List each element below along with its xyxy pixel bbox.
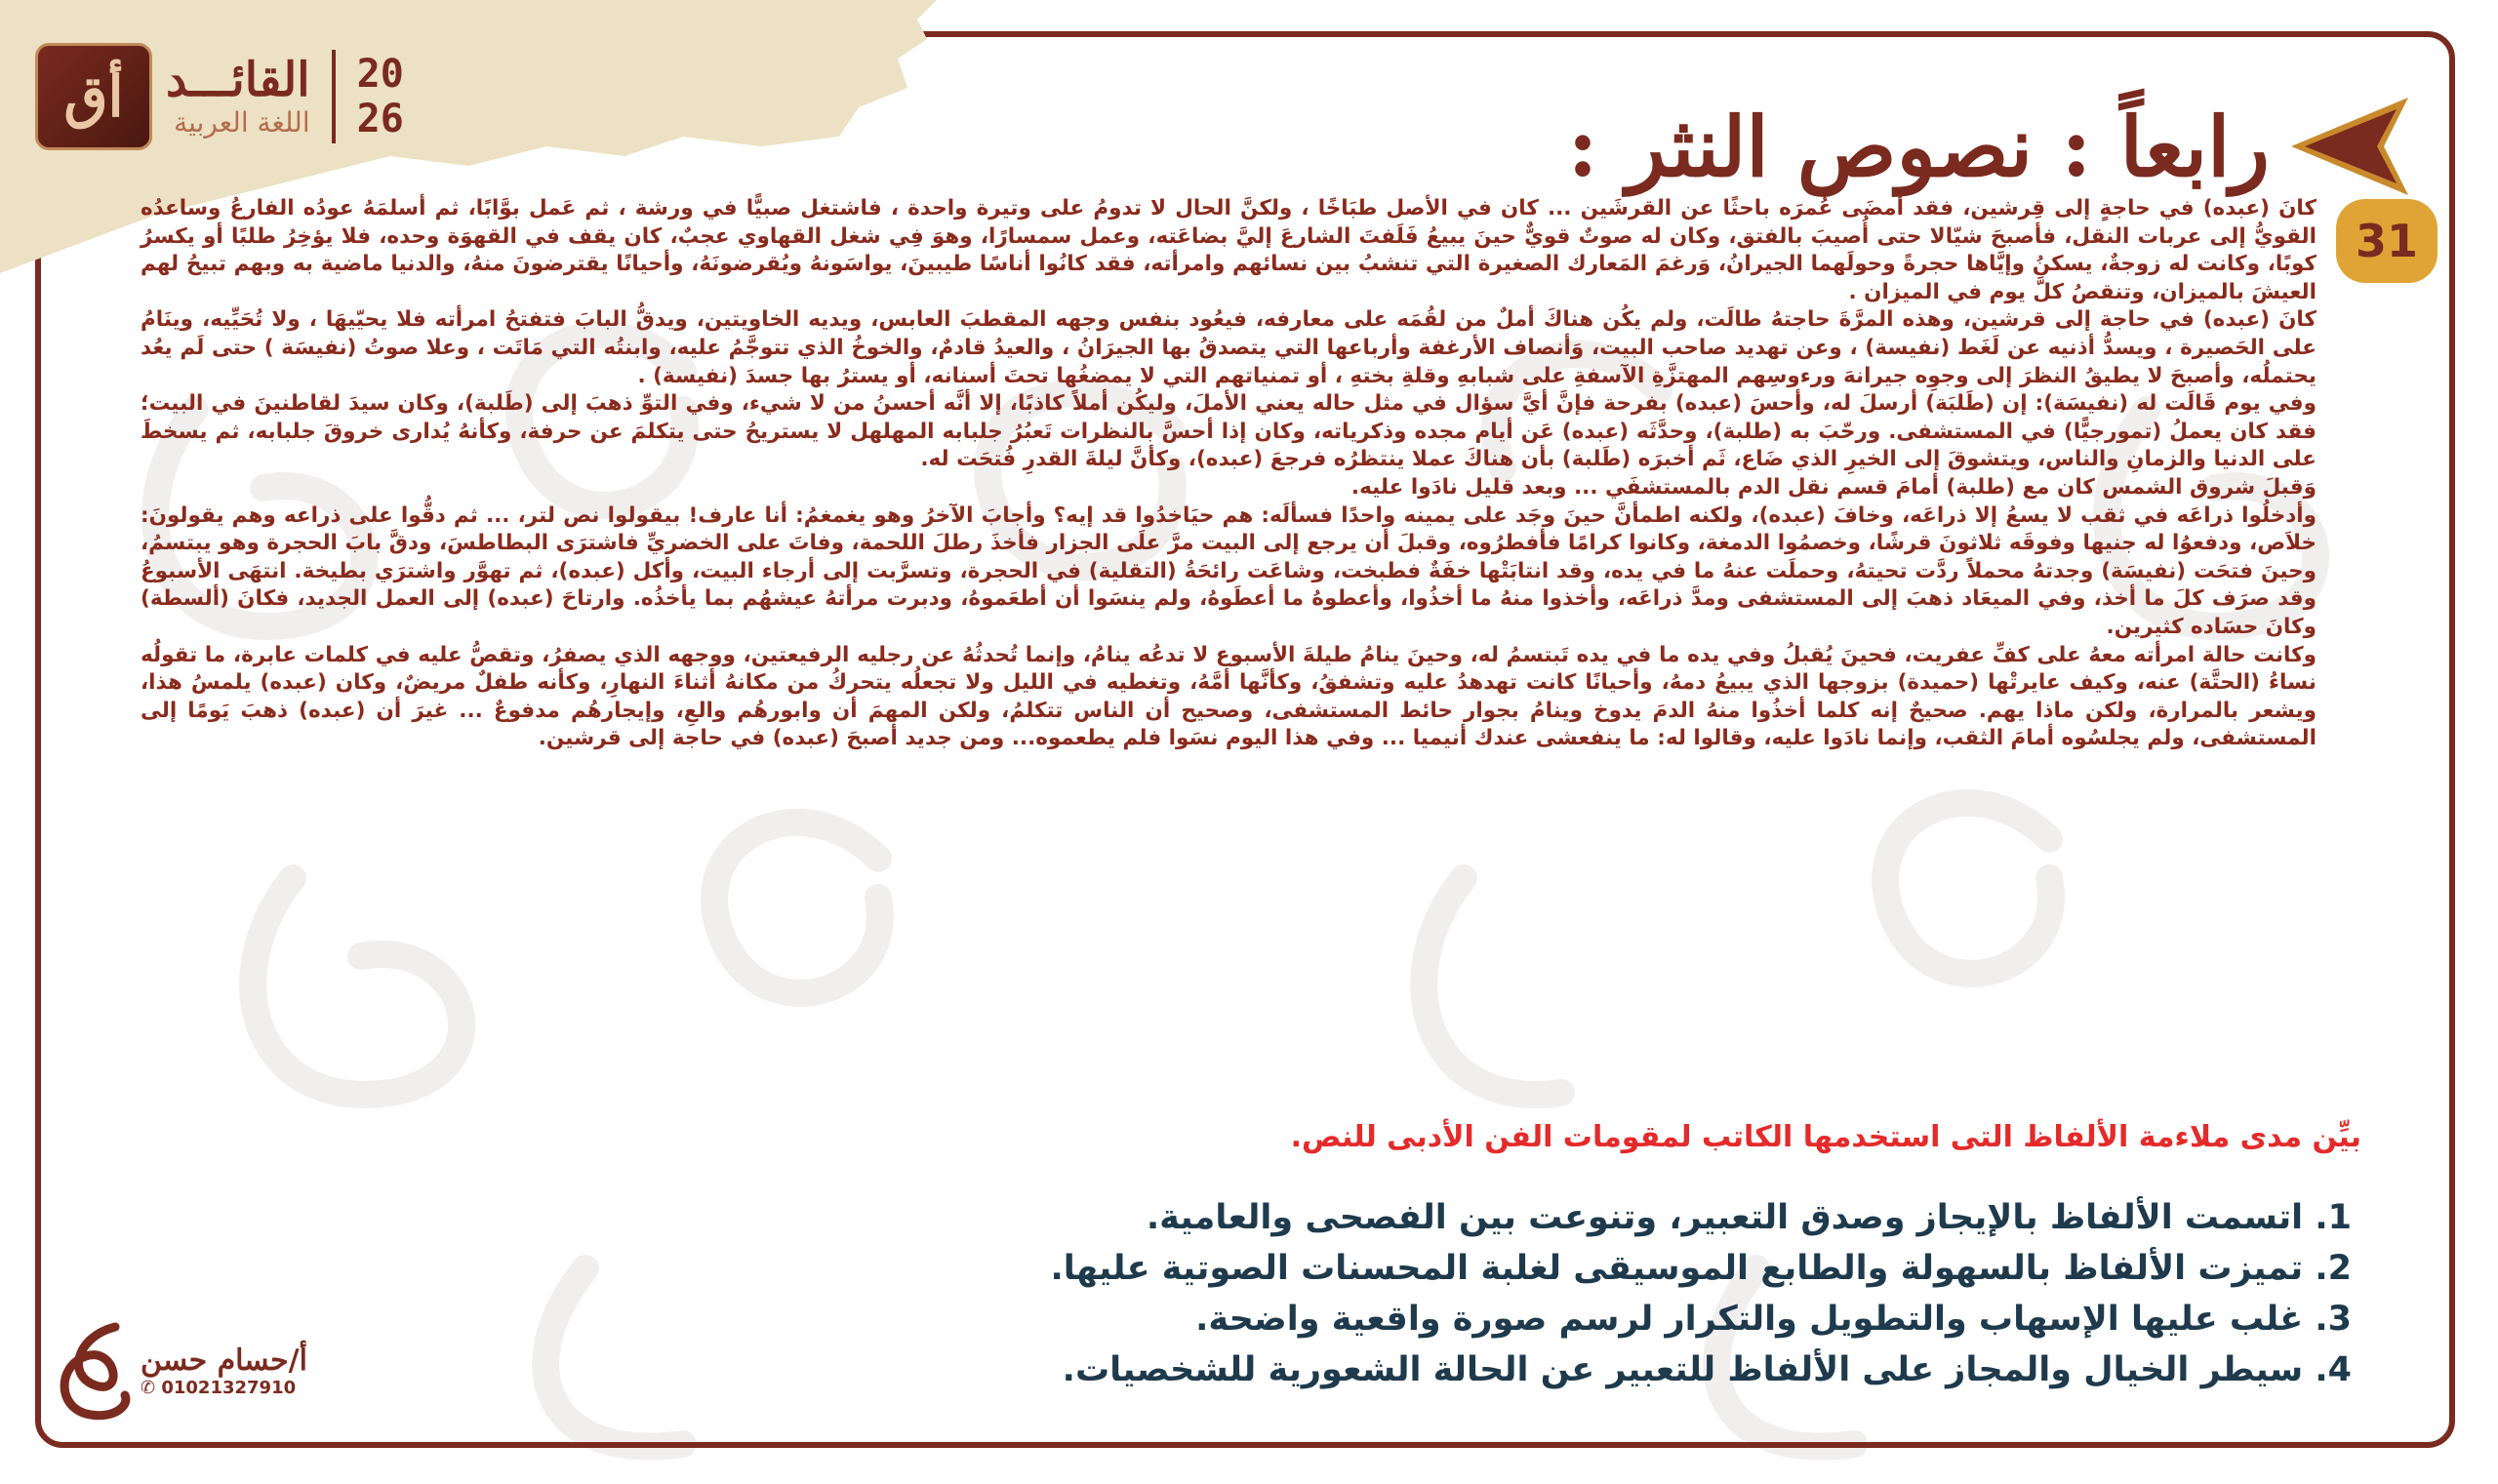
author-signature (47, 1317, 307, 1424)
passage-text (141, 195, 2317, 753)
arrow-left-icon (2291, 98, 2408, 195)
passage-paragraph: كانَ (عبده) في حاجةٍ إلى قِرشين، فقد أمضَى عُمرَه باحثًا عن القرشَين ... كان في الأصل طبَاخًا ، ولكنَّ الحال لا تدومُ على وتيرة واحدة ، فاشتغل صبيًّا في ورشة ، ثم عَمل بوَّابًا، ثم أسلمَهُ عودُه الفارعُ وساعدُه القويُّ إلى عربات النقل، فأصبحَ شيّالا حتى أُصيبَ بالفتق، وكان له صوتٌ قويٌّ حينَ يبيعُ فَلَفتَ الشارعَ إليَّ بضاعَته، وعمل سمسارًا، وهوَ فِي شغل القهاوي عجبٌ، كان يقف في القهوَة وحده، فلا يؤخِرُ طلبًا أو يكسرُ كوبًا، وكانت له زوجةٌ، يسكنُ وإيَّاها حجرةً وحولَهما الجيرانُ، وَرغمَ المَعارك الصغيرة التي تنشبُ بين نسائهم وامرأته، فقد كانُوا أناسًا طيبينَ، يواسَونهُ ويُقرضونَهُ، وأحيانًا يقترضونَ منهُ، والدنيا ماضية به وبهم تبيحُ لهم العيشَ بالميزان، وتنقصُ كلَّ يوم في الميزان . (141, 196, 2317, 304)
brand-name (166, 52, 310, 139)
section-title: رابعاً : نصوص النثر : (1567, 98, 2270, 195)
brand-year-bottom: 26 (356, 97, 404, 141)
brand-divider (332, 50, 336, 143)
brand-logo-mark: أق (35, 43, 152, 150)
brand-subtitle: اللغة العربية (174, 105, 310, 139)
passage-paragraph: وأدخلُوا ذراعَه في ثقب لا يسعُ إلا ذراعَه، وخافَ (عبده)، ولكنه اطمأنَّ حينَ وجَد على يمينه واحدًا فسألَه: هم حيَاخدُوا قد إيه؟ وأجابَ الآخرُ وهو يغمغمُ: أنا عارف! بيقولوا نص لتر، ... ثم دقُّوا على ذراعه وهم يقولونَ: خلاَص، ودفعوُا له جنيها وفوقَه ثلاثونَ قرشًا، وخصمُوا الدمغة، وكانوا كرامًا فأفطرُوه، وقبلَ أن يرجع إلى البيت مرَّ علَى الجزار فأخذَ رطلَ اللحمة، وفاتَ على الخضريِّ فاشترَى البطاطسَ، ودقَّ بابَ الحجرة وهو يبتسمُ، وحينَ فتحَت (نفيسَة) وجدتهُ محملاً ردَّت تحيتهُ، وحملَت عنهُ ما في يده، وقد انتابَتْها خفَةٌ فطبخت، وشاعَت رائحَةُ (التقلية) في الحجرة، وتسرَّبت إلى أرجاء البيت، وأكل (عبده)، ثم تهوَّر واشترَي بطيخة. انتهَى الأسبوعُ وقد صرَف كلَ ما أخذ، وفي الميعَاد ذهبَ إلى المستشفى ومدَّ ذراعَه، وأخذوا منهُ ما أخذُوا، وأعطوهُ ما أعطَوهُ، ولم ينسَوا أن أطعَموهُ، ودبرت مرأتهُ عيشهُم بما يأخذُه. وارتاحَ (عبده) إلى العمل الجديد، فكانَ (ألسطة) وكانَ حسَاده كثيرين. (141, 502, 2317, 639)
passage-paragraph: وَقبلَ شروق الشمس كان مع (طلبة) أمامَ قسم نقل الدم بالمستشفَي ... وبعد قليل نادَوا عليه. (1350, 474, 2317, 500)
brand-title: القائـــد (166, 52, 310, 107)
answer-options (400, 1192, 2352, 1395)
passage-paragraph: كانَ (عبده) في حاجة إلى قرشين، وهذه المرَّةَ حاجتهُ طالَت، ولم يكُن هناكَ أملٌ من لقُمَه على معارفه، فيعُود بنفس وجهه المقطبَ العابس، ويديه الخاويتين، ويدقُّ البابَ فتفتحُ امرأته فلا يحيّيهَا ، ولا تُحَيِّيه، وينَامُ على الحَصيرة ، ويسدُّ أذنيه عن لَغَط (نفيسة) ، وعن تهديد صاحب البيت، وَأنصاف الأرغفة وأرباعها التي يتصدقُ بها الجيرَانُ ، والعيدُ قادمٌ، والخوخُ الذي تتوجَّمُ عليه، وابنتُه التي مَاتَت ، وعلا صوتُ (نفيسَة ) حتى لَم يعُد يحتملُه، وأصبحَ لا يطيقُ النظرَ إلى وجوِه جيرانهَ ورءوسِهم المهتزَّةِ الآسفةِ على شبابهِ وقلةِ بختهِ ، أو تمنياتهم التي لا يمضغُها تحتَ أسنانه، أو يسترُ بها جسدَ (نفيسة) . (141, 307, 2317, 388)
section-header (1567, 88, 2408, 205)
brand-year-top: 20 (356, 52, 404, 97)
question-number-badge: 31 (2336, 199, 2438, 283)
answer-option-4[interactable]: 4. سيطر الخيال والمجاز على الألفاظ للتعبير عن الحالة الشعورية للشخصيات. (1062, 1350, 2352, 1389)
answer-option-2[interactable]: 2. تميزت الألفاظ بالسهولة والطابع الموسيقى لغلبة المحسنات الصوتية عليها. (1050, 1249, 2352, 1288)
answer-option-3[interactable]: 3. غلب عليها الإسهاب والتطويل والتكرار لرسم صورة واقعية واضحة. (1195, 1300, 2352, 1339)
question-prompt: بيِّن مدى ملاءمة الألفاظ التى استخدمها الكاتب لمقومات الفن الأدبى للنص. (1290, 1120, 2361, 1154)
signature-flourish-icon (47, 1317, 135, 1424)
signature-phone: ✆ 01021327910 (141, 1378, 297, 1398)
signature-name: أ/حسام حسن (141, 1344, 307, 1378)
passage-paragraph: وكانت حالة امرأته معهُ على كفِّ عفريت، فحينَ يُقبلُ وفي يده ما في يده تَبتسمُ له، وحينَ ينامُ طيلةَ الأسبوع لا تدعُه ينامُ، وإنما تُحدثُهُ عن رجليه الرفيعتين، ووجهه الذي يصفرُ، وتقصُّ عليه في كلمات عابرة، ما تقولُه نساءُ (الحتَّة) عنه، وكيف عايرتْها (حميدة) بزوجها الذي يبيعُ دمهُ، وأحيانًا كانت تهدهدُ عليه وتشفقُ، وكأنَّها أمَّهُ، وتغطيه في الليل ولا تجعلُه يتحركُ من مكانهُ أثناءَ النهارِ، وكأنه طفلٌ مريضٌ، وكان (عبده) يلمسُ هذا، ويشعر بالمرارة، ولكن ماذا يهم. صحيحٌ إنه كلما أخذُوا منهُ الدمَ يدوخ وينامُ بجوار حائط المستشفى، وصحيح أن الناس تتكلمُ، ولكن المهمَ أن وابورهُم والعِ، وإيجارهُم مدفوعٌ ... غيرَ أن (عبده) ذهبَ يَومًا إلى المستشفى، ولم يجلسُوه أمامَ الثقب، وإنما نادَوا عليه، وقالوا له: ما ينفعشى عندك أنيميا ... وفي هذا اليوم نسَوا فلم يطعموه... ومن جديد أصبحَ (عبده) في حاجة إلى قرشين. (141, 642, 2317, 751)
brand-year (357, 52, 404, 141)
answer-option-1[interactable]: 1. اتسمت الألفاظ بالإيجاز وصدق التعبير، وتنوعت بين الفصحى والعامية. (1146, 1198, 2352, 1237)
passage-paragraph: وفي يوم قَالَت له (نفيسَة): إن (طَلبَة) أرسلَ له، وأحسَ (عبده) بفرحة فإنَّ أيَّ سؤال في مثل حاله يعني الأملَ، وليكُن أملاً كاذبًا، إلا أنَّه أحسنُ من لا شيء، وفي التوِّ ذهبَ إلى (طَلبة)، وكان سيدَ لقاطنينَ في البيت؛ فقد كان يعملُ (تمورجيًّا) في المستشفى. ورحّبَ به (طلبة)، وحدَّثَه (عبده) عَن أيام مجده وذكرياته، وكان إذا أحسَّ بالنظرات تَعبُرُ جلبابه المهلهل لا يستريحُ حتى يتكلمَ عن حرفة، وكأنهُ يُدارى خروقَ جلبابه، ثم يسخطَ على الدنيا والزمانِ والناس، ويتشوقَ إلى الخيرِ الذي ضَاع، ثَم أخبرَه (طَلبة) بأن هناكَ عملا ينتظرُه فرجعَ (عبده)، وكأنَّ ليلةَ القدرِ فُتحَت له. (141, 391, 2317, 472)
brand-logo (35, 43, 404, 150)
